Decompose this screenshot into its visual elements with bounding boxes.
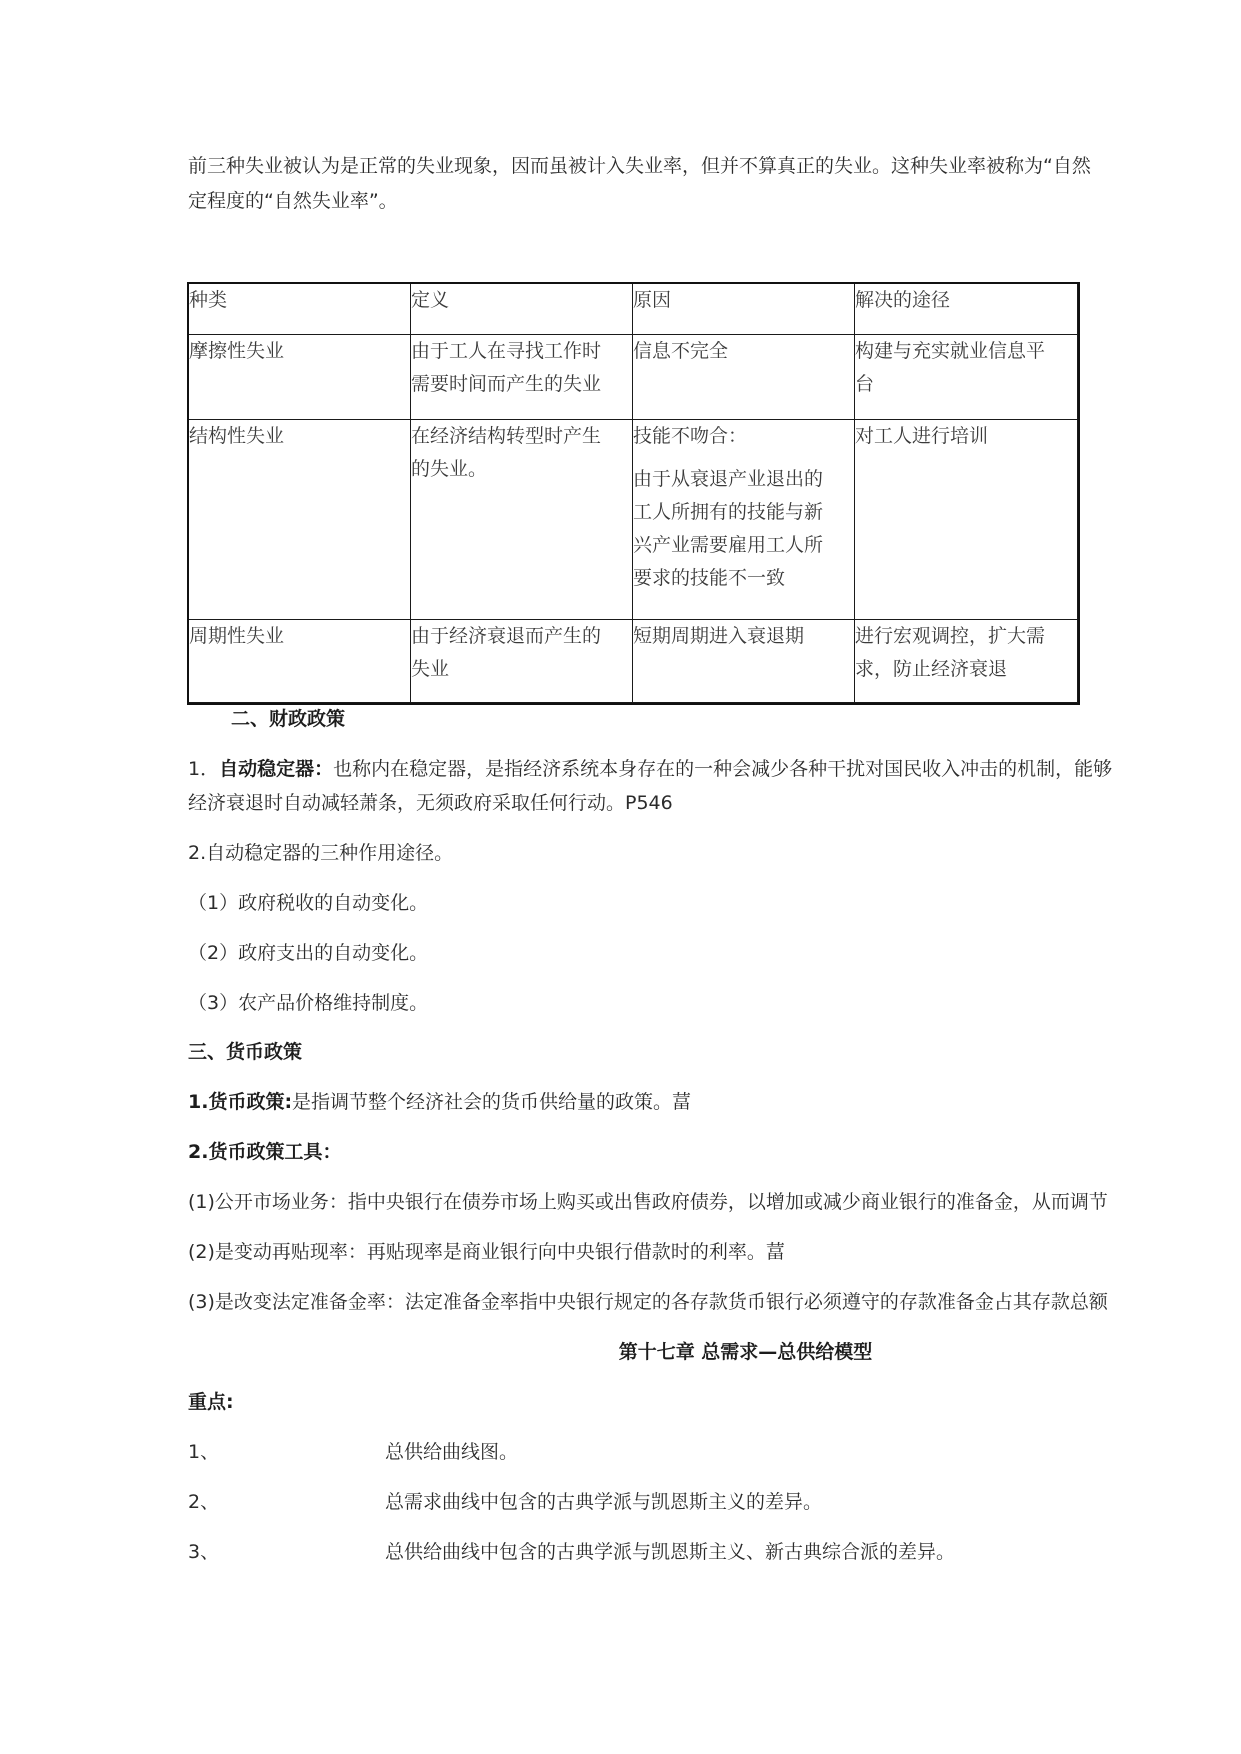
monetary-tool-1: (1)公开市场业务：指中央银行在债券市场上购买或出售政府债券，以增加或减少商业银行的准备金，从而调节 [188, 1191, 1108, 1213]
cause-detail-line: 工人所拥有的技能与新 [633, 501, 824, 523]
table-header-row [189, 284, 1078, 335]
cause-detail-line: 兴产业需要雇用工人所 [633, 534, 824, 556]
definition-line: 失业 [411, 658, 450, 680]
fiscal-subitem-1: （1）政府税收的自动变化。 [188, 892, 429, 914]
cause-cell [633, 620, 855, 703]
key-point-number: 2、 [188, 1491, 220, 1513]
key-point-text: 总供给曲线图。 [385, 1441, 519, 1463]
term-automatic-stabilizer: 自动稳定器： [219, 758, 334, 780]
definition-line: 在经济结构转型时产生 [411, 425, 602, 447]
definition-line: 需要时间而产生的失业 [411, 373, 602, 395]
cause-detail-line: 由于从衰退产业退出的 [633, 468, 824, 490]
cause-cell [633, 335, 855, 420]
cause-line: 短期周期进入衰退期 [633, 625, 805, 647]
solution-line: 构建与充实就业信息平 [855, 340, 1046, 362]
intro-line-1: 前三种失业被认为是正常的失业现象，因而虽被计入失业率，但并不算真正的失业。这种失业率被称为“自然 [188, 155, 1091, 177]
key-point-number: 3、 [188, 1541, 220, 1563]
header-cell: 解决的途径 [855, 284, 1078, 335]
item-number: 1． [188, 758, 220, 780]
solution-cell [855, 420, 1078, 620]
header-cell: 原因 [633, 284, 855, 335]
monetary-item-2: 2.货币政策工具： [188, 1141, 342, 1163]
cause-line: 信息不完全 [633, 340, 729, 362]
definition-text: 也称内在稳定器，是指经济系统本身存在的一种会减少各种干扰对国民收入冲击的机制，能够 [333, 758, 1113, 780]
fiscal-subitem-2: （2）政府支出的自动变化。 [188, 942, 429, 964]
solution-cell [855, 335, 1078, 420]
definition-line: 由于工人在寻找工作时 [411, 340, 602, 362]
monetary-item-1 [188, 1089, 691, 1115]
solution-line: 进行宏观调控，扩大需 [855, 625, 1046, 647]
intro-line-2: 定程度的“自然失业率”。 [188, 190, 398, 212]
type-text: 周期性失业 [189, 625, 285, 647]
definition-line: 的失业。 [411, 458, 488, 480]
header-cell: 定义 [411, 284, 633, 335]
solution-line: 求，防止经济衰退 [855, 658, 1008, 680]
table-row [189, 620, 1078, 703]
definition-cell [411, 620, 633, 703]
fiscal-subitem-3: （3）农产品价格维持制度。 [188, 992, 429, 1014]
key-point-text: 总需求曲线中包含的古典学派与凯恩斯主义的差异。 [385, 1491, 823, 1513]
section-heading-monetary: 三、货币政策 [188, 1041, 303, 1063]
cause-line: 技能不吻合： [633, 425, 748, 447]
fiscal-item-1-line-2: 经济衰退时自动减轻萧条，无须政府采取任何行动。P546 [188, 792, 673, 814]
type-text: 结构性失业 [189, 425, 285, 447]
type-cell [189, 335, 411, 420]
key-point-number: 1、 [188, 1441, 220, 1463]
table-row [189, 420, 1078, 620]
definition-cell [411, 420, 633, 620]
term-monetary-policy: 1.货币政策: [188, 1091, 293, 1113]
cause-detail-line: 要求的技能不一致 [633, 567, 786, 589]
chapter-title: 第十七章 总需求—总供给模型 [618, 1341, 873, 1363]
type-cell [189, 420, 411, 620]
type-text: 摩擦性失业 [189, 340, 285, 362]
header-cell: 种类 [189, 284, 411, 335]
solution-cell [855, 620, 1078, 703]
table-row [189, 335, 1078, 420]
definition-line: 由于经济衰退而产生的 [411, 625, 602, 647]
key-points-label: 重点: [188, 1391, 234, 1413]
unemployment-table [188, 283, 1078, 703]
fiscal-item-1 [188, 756, 1112, 782]
monetary-tool-2: (2)是变动再贴现率：再贴现率是商业银行向中央银行借款时的利率。葍 [188, 1241, 785, 1263]
cause-cell [633, 420, 855, 620]
fiscal-item-2: 2.自动稳定器的三种作用途径。 [188, 842, 454, 864]
solution-line: 台 [855, 373, 875, 395]
type-cell [189, 620, 411, 703]
monetary-tool-3: (3)是改变法定准备金率：法定准备金率指中央银行规定的各存款货币银行必须遵守的存款准备金占其存款总额 [188, 1291, 1108, 1313]
definition-text: 是指调节整个经济社会的货币供给量的政策。葍 [292, 1091, 692, 1113]
solution-line: 对工人进行培训 [855, 425, 989, 447]
key-point-text: 总供给曲线中包含的古典学派与凯恩斯主义、新古典综合派的差异。 [385, 1541, 956, 1563]
definition-cell [411, 335, 633, 420]
section-heading-fiscal: 二、财政政策 [231, 708, 346, 730]
